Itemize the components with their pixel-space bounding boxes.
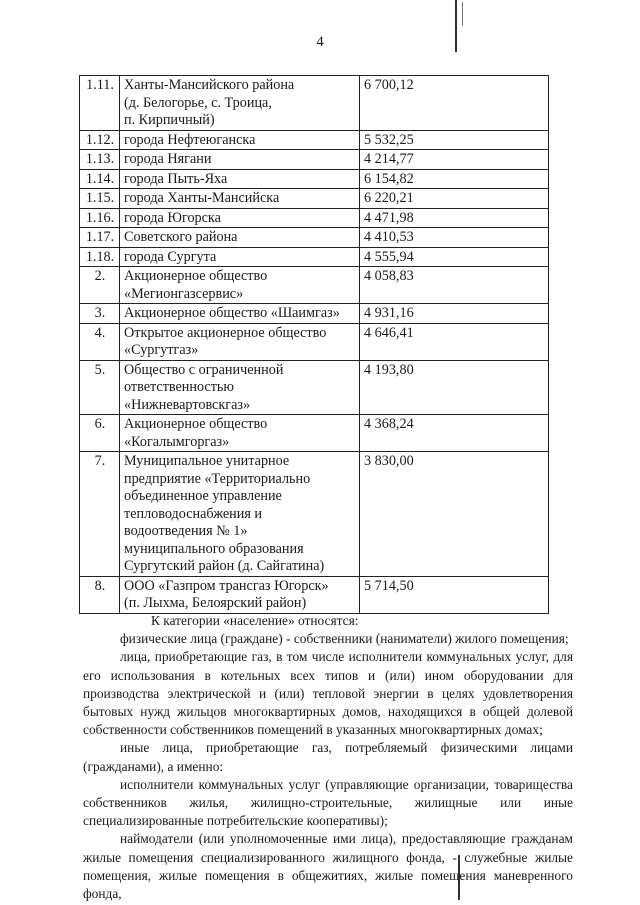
consumer-name-line: тепловодоснабжения и: [124, 505, 263, 522]
tariff-table: [79, 75, 549, 614]
consumer-name-line: Акционерное общество: [124, 268, 268, 284]
table-row: [80, 189, 549, 209]
row-number: 8.: [80, 576, 120, 613]
table-row: [80, 150, 549, 170]
row-number: 4.: [80, 323, 120, 360]
price-value: 4 410,53: [360, 228, 549, 248]
row-number: 2.: [80, 267, 120, 304]
notes-item-other-persons: иные лица, приобретающие газ, потребляемый физическими лицами (гражданами), а именно:: [83, 740, 573, 774]
notes-item-utility-providers: исполнители коммунальных услуг (управляющие организации, товарищества собственников жилья, жилищно-строительные, жилищные или иные специализированные потребительские кооперативы);: [83, 776, 573, 829]
consumer-name-line: ответственностью: [124, 379, 235, 395]
price-value: 5 532,25: [360, 130, 549, 150]
row-number: 1.13.: [80, 150, 120, 170]
consumer-name-line: Общество с ограниченной: [124, 361, 284, 378]
consumer-name-line: Ханты-Мансийского района: [124, 77, 295, 93]
consumer-name-line: муниципального образования: [124, 540, 304, 557]
consumer-name-cell: [120, 247, 360, 267]
consumer-name-cell: [120, 323, 360, 360]
row-number: 1.15.: [80, 189, 120, 209]
notes-item-landlords: наймодатели (или уполномоченные ими лица), предоставляющие гражданам жилые помещения специализированного жилищного фонда, - служебные жилые помещения, жилые помещения в общежитиях, жилые помещения маневренного фонда,: [83, 831, 573, 902]
row-number: 1.16.: [80, 208, 120, 228]
row-number: 3.: [80, 304, 120, 324]
consumer-name-cell: [120, 267, 360, 304]
price-value: 4 555,94: [360, 247, 549, 267]
price-value: 4 368,24: [360, 415, 549, 452]
price-value: 4 214,77: [360, 150, 549, 170]
row-number: 5.: [80, 360, 120, 415]
population-category-notes: [83, 612, 573, 903]
consumer-name-line: (д. Белогорье, с. Троица,: [124, 94, 272, 111]
consumer-name-line: города Ханты-Мансийска: [124, 190, 280, 206]
notes-heading: К категории «население» относятся:: [151, 613, 359, 628]
consumer-name-line: «Когалымгоргаз»: [124, 433, 230, 450]
consumer-name-line: города Нефтеюганска: [124, 131, 256, 148]
consumer-name-line: Открытое акционерное общество: [124, 324, 327, 341]
table-row: [80, 323, 549, 360]
consumer-name-cell: [120, 415, 360, 452]
notes-item-gas-buyers: лица, приобретающие газ, в том числе исполнители коммунальных услуг, для его использования в котельных всех типов и (или) ином оборудовании для производства электрической и (или) тепловой энергии в целях удовлетворения бытовых нужд жильцов многоквартирных домов, находящихся в общей долевой собственности собственников помещений в указанных многоквартирных домах;: [83, 649, 573, 738]
row-number: 1.12.: [80, 130, 120, 150]
consumer-name-line: «Сургутгаз»: [124, 342, 199, 358]
consumer-name-line: объединенное управление: [124, 488, 282, 504]
price-value: 5 714,50: [360, 576, 549, 613]
consumer-name-line: (п. Лыхма, Белоярский район): [124, 595, 307, 611]
tariff-table-body: [80, 76, 549, 614]
price-value: 4 931,16: [360, 304, 549, 324]
consumer-name-cell: [120, 208, 360, 228]
consumer-name-line: п. Кирпичный): [124, 112, 215, 128]
price-value: 3 830,00: [360, 452, 549, 577]
page-number: 4: [316, 34, 324, 50]
consumer-name-cell: [120, 150, 360, 170]
table-row: [80, 76, 549, 131]
table-row: [80, 452, 549, 577]
consumer-name-cell: [120, 130, 360, 150]
consumer-name-cell: [120, 452, 360, 577]
consumer-name-cell: [120, 76, 360, 131]
scan-artifact-top-thin: [462, 2, 463, 26]
consumer-name-line: водоотведения № 1»: [124, 523, 248, 539]
table-row: [80, 415, 549, 452]
table-row: [80, 360, 549, 415]
price-value: 4 471,98: [360, 208, 549, 228]
consumer-name-line: города Сургута: [124, 248, 217, 265]
row-number: 1.11.: [80, 76, 120, 131]
consumer-name-cell: [120, 304, 360, 324]
consumer-name-line: города Югорска: [124, 209, 221, 226]
row-number: 7.: [80, 452, 120, 577]
consumer-name-line: ООО «Газпром трансгаз Югорск»: [124, 577, 329, 594]
consumer-name-cell: [120, 360, 360, 415]
consumer-name-line: города Пыть-Яха: [124, 170, 228, 187]
consumer-name-line: «Мегионгазсервис»: [124, 285, 244, 302]
row-number: 1.17.: [80, 228, 120, 248]
consumer-name-cell: [120, 576, 360, 613]
price-value: 6 700,12: [360, 76, 549, 131]
consumer-name-line: Акционерное общество «Шаимгаз»: [124, 305, 340, 321]
price-value: 6 220,21: [360, 189, 549, 209]
table-row: [80, 304, 549, 324]
scan-artifact-top: [455, 0, 457, 52]
consumer-name-line: предприятие «Территориально: [124, 470, 311, 487]
price-value: 4 193,80: [360, 360, 549, 415]
price-value: 6 154,82: [360, 169, 549, 189]
row-number: 1.18.: [80, 247, 120, 267]
consumer-name-cell: [120, 228, 360, 248]
table-row: [80, 130, 549, 150]
price-value: 4 646,41: [360, 323, 549, 360]
table-row: [80, 247, 549, 267]
consumer-name-line: города Нягани: [124, 151, 212, 167]
price-value: 4 058,83: [360, 267, 549, 304]
row-number: 1.14.: [80, 169, 120, 189]
consumer-name-line: Акционерное общество: [124, 416, 268, 432]
notes-item-owners: физические лица (граждане) - собственники (наниматели) жилого помещения;: [120, 631, 569, 647]
consumer-name-cell: [120, 169, 360, 189]
table-row: [80, 267, 549, 304]
consumer-name-line: Муниципальное унитарное: [124, 453, 290, 469]
consumer-name-line: «Нижневартовскгаз»: [124, 396, 251, 413]
table-row: [80, 208, 549, 228]
table-row: [80, 576, 549, 613]
row-number: 6.: [80, 415, 120, 452]
table-row: [80, 169, 549, 189]
consumer-name-line: Советского района: [124, 229, 238, 245]
table-row: [80, 228, 549, 248]
consumer-name-cell: [120, 189, 360, 209]
consumer-name-line: Сургутский район (д. Сайгатина): [124, 558, 325, 574]
